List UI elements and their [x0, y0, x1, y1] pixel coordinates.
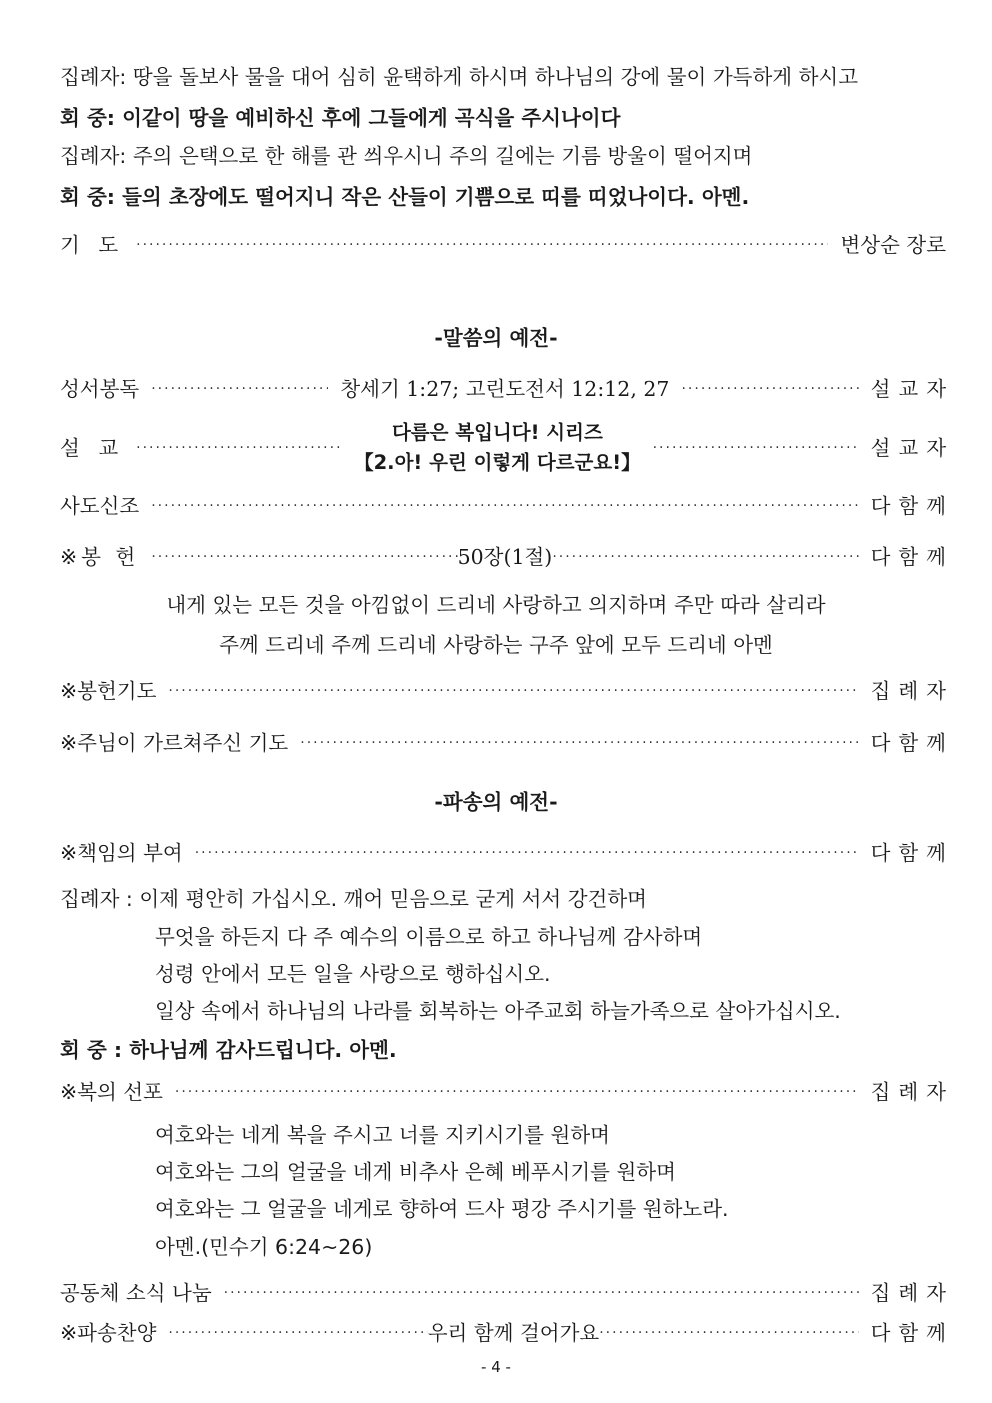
leader-dots	[552, 542, 858, 572]
offering-lyric-2: 주께 드리네 주께 드리네 사랑하는 구주 앞에 모두 드리네 아멘	[219, 633, 773, 657]
leader-dots	[151, 374, 328, 404]
commission-line-4: 일상 속에서 하나님의 나라를 회복하는 아주교회 하늘가족으로 살아가십시오.	[155, 999, 841, 1023]
sermon-row	[60, 418, 955, 478]
commission-line-2: 무엇을 하든지 다 주 예수의 이름으로 하고 하나님께 감사하며	[155, 925, 703, 949]
closing-hymn-title: 우리 함께 걸어가요	[427, 1321, 600, 1345]
prayer-who: 변상순 장로	[840, 233, 946, 257]
commission-line-1: 집례자 : 이제 평안히 가십시오. 깨어 믿음으로 굳게 서서 강건하며	[60, 887, 647, 911]
commission-response: 회 중 : 하나님께 감사드립니다. 아멘.	[60, 1038, 397, 1062]
news-row	[60, 1278, 954, 1308]
benediction-line-4: 아멘.(민수기 6:24~26)	[155, 1235, 373, 1259]
commission-label: ※책임의 부여	[60, 841, 183, 865]
offering-prayer-label: ※봉헌기도	[60, 679, 157, 703]
scripture-label: 성서봉독	[60, 377, 140, 401]
creed-who: 다함께	[870, 494, 954, 518]
benediction-line-2: 여호와는 그의 얼굴을 네게 비추사 은혜 베푸시기를 원하며	[155, 1160, 676, 1184]
lords-prayer-row	[60, 728, 954, 758]
leader-dots	[136, 230, 828, 260]
benediction-who: 집례자	[870, 1080, 954, 1104]
offering-hymn: 50장(1절)	[457, 545, 553, 569]
closing-hymn-who: 다함께	[870, 1321, 954, 1345]
sermon-title	[354, 418, 641, 478]
section-word: -말씀의 예전-	[434, 326, 558, 350]
leader-dots	[681, 374, 858, 404]
benediction-line-3: 여호와는 그 얼굴을 네게로 향하여 드사 평강 주시기를 원하노라.	[155, 1197, 729, 1221]
scripture-passage: 창세기 1:27; 고린도전서 12:12, 27	[340, 377, 670, 401]
news-who: 집례자	[870, 1281, 954, 1305]
creed-label: 사도신조	[60, 494, 140, 518]
leader-dots	[168, 1318, 427, 1348]
closing-hymn-row	[60, 1318, 954, 1348]
offering-who: 다함께	[870, 545, 954, 569]
leader-dots	[599, 1318, 858, 1348]
offering-lyric-1: 내게 있는 모든 것을 아낌없이 드리네 사랑하고 의지하며 주만 따라 살리라	[166, 593, 826, 617]
reading-line-3: 집례자: 주의 은택으로 한 해를 관 씌우시니 주의 길에는 기름 방울이 떨어지며	[60, 144, 753, 168]
leader-dots	[151, 542, 457, 572]
offering-row	[60, 542, 954, 572]
lords-prayer-who: 다함께	[870, 731, 954, 755]
closing-hymn-label: ※파송찬양	[60, 1321, 157, 1345]
page-number: - 4 -	[481, 1358, 511, 1376]
offering-prayer-row	[60, 676, 954, 706]
commission-row	[60, 838, 954, 868]
lords-prayer-label: ※주님이 가르쳐주신 기도	[60, 731, 289, 755]
section-sending: -파송의 예전-	[434, 790, 558, 814]
benediction-row	[60, 1077, 954, 1107]
news-label: 공동체 소식 나눔	[60, 1281, 212, 1305]
sermon-who: 설교자	[870, 436, 955, 460]
leader-dots	[224, 1278, 859, 1308]
leader-dots	[136, 433, 342, 463]
prayer-label: 기 도	[60, 233, 125, 257]
reading-line-2: 회 중: 이같이 땅을 예비하신 후에 그들에게 곡식을 주시나이다	[60, 106, 621, 130]
scripture-who: 설교자	[870, 377, 955, 401]
reading-line-4: 회 중: 들의 초장에도 떨어지니 작은 산들이 기쁨으로 띠를 띠었나이다. 아멘.	[60, 185, 750, 209]
sermon-subtitle: 【2.아! 우린 이렇게 다르군요!】	[354, 451, 641, 474]
sermon-series: 다름은 복입니다! 시리즈	[391, 421, 603, 444]
prayer-row	[60, 230, 946, 260]
benediction-line-1: 여호와는 네게 복을 주시고 너를 지키시기를 원하며	[155, 1123, 610, 1147]
commission-line-3: 성령 안에서 모든 일을 사랑으로 행하십시오.	[155, 962, 551, 986]
creed-row	[60, 491, 954, 521]
commission-who: 다함께	[870, 841, 954, 865]
reading-line-1: 집례자: 땅을 돌보사 물을 대어 심히 윤택하게 하시며 하나님의 강에 물이 가득하게 하시고	[60, 65, 859, 89]
offering-label: ※봉 헌	[60, 545, 140, 569]
sermon-label: 설 교	[60, 436, 125, 460]
leader-dots	[300, 728, 858, 758]
leader-dots	[653, 433, 859, 463]
scripture-row	[60, 374, 955, 404]
leader-dots	[151, 491, 858, 521]
benediction-label: ※복의 선포	[60, 1080, 163, 1104]
offering-prayer-who: 집례자	[870, 679, 954, 703]
leader-dots	[168, 676, 858, 706]
leader-dots	[175, 1077, 859, 1107]
leader-dots	[195, 838, 859, 868]
